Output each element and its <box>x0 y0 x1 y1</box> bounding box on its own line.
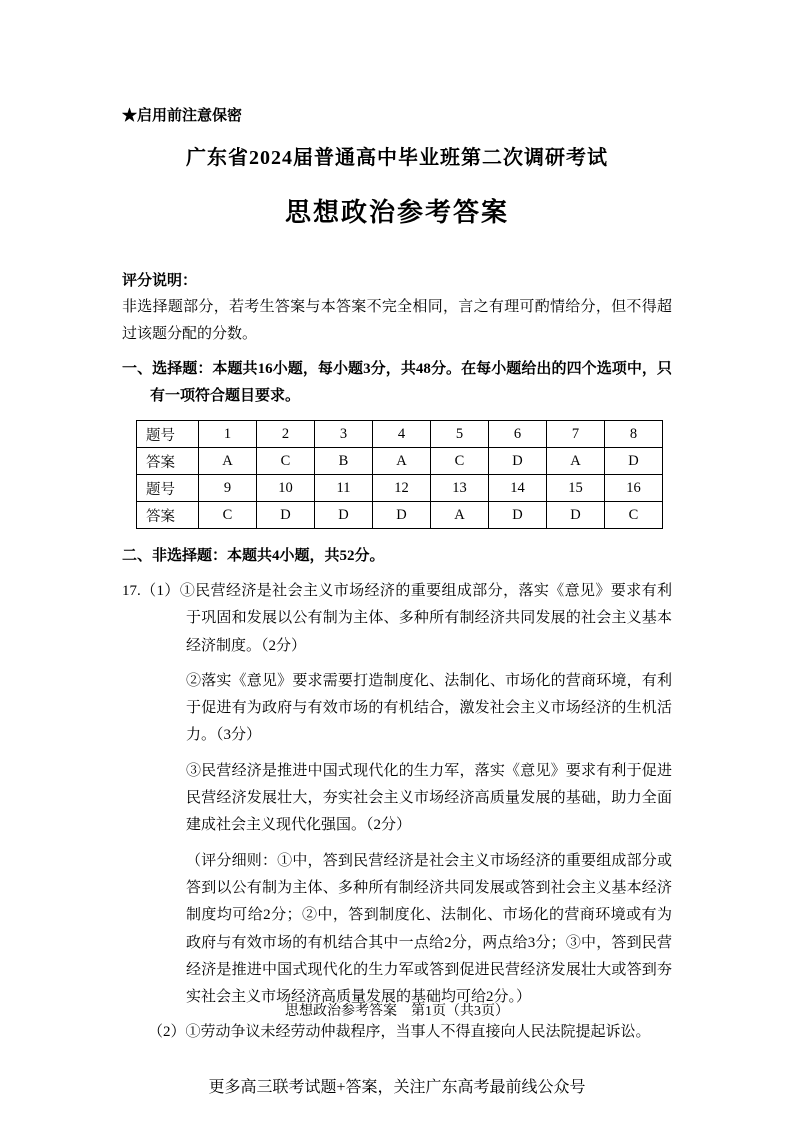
table-cell: A <box>431 502 489 529</box>
answer-key-title: 思想政治参考答案 <box>284 198 509 227</box>
table-cell: A <box>547 448 605 475</box>
question17-part2-point1: （2）①劳动争议未经劳动仲裁程序，当事人不得直接向人民法院提起诉讼。 <box>148 1024 651 1041</box>
section1-heading: 一、选择题：本题共16小题，每小题3分，共48分。在每小题给出的四个选项中，只有一项符合题目要求。 <box>122 361 672 404</box>
table-cell: C <box>431 448 489 475</box>
section2-heading: 二、非选择题：本题共4小题，共52分。 <box>122 548 385 564</box>
promo-line: 更多高三联考试题+答案，关注广东高考最前线公众号 <box>208 1079 586 1096</box>
question17-part1-point1: 17.（1）①民营经济是社会主义市场经济的重要组成部分，落实《意见》要求有利于巩固和发展以公有制为主体、多种所有制经济共同发展的社会主义基本经济制度。（2分） <box>122 583 672 654</box>
table-cell: 11 <box>315 475 373 502</box>
page-footer: 思想政治参考答案 第1页（共3页） <box>285 1004 509 1019</box>
table-cell: D <box>547 502 605 529</box>
table-cell: D <box>605 448 663 475</box>
table-cell: 6 <box>489 421 547 448</box>
table-row <box>137 502 663 529</box>
table-cell: 答案 <box>137 448 199 475</box>
table-cell: 题号 <box>137 475 199 502</box>
table-cell: 13 <box>431 475 489 502</box>
table-cell: D <box>315 502 373 529</box>
table-cell: 10 <box>257 475 315 502</box>
table-cell: C <box>257 448 315 475</box>
multiple-choice-answers-table <box>136 420 663 529</box>
table-cell: 4 <box>373 421 431 448</box>
table-cell: 1 <box>199 421 257 448</box>
table-cell: D <box>373 502 431 529</box>
question17-part1-rubric: （评分细则：①中，答到民营经济是社会主义市场经济的重要组成部分或答到以公有制为主体、多种所有制经济共同发展或答到社会主义基本经济制度均可给2分；②中，答到制度化、法制化、市场化的营商环境或有为政府与有效市场的有机结合其中一点给2分，两点给3分；③中，答到民营经济是推进中国式现代化的生力军或答到促进民营经济发展壮大或答到夯实社会主义市场经济高质量发展的基础均可给2分。） <box>186 852 672 1006</box>
table-cell: 5 <box>431 421 489 448</box>
table-cell: A <box>373 448 431 475</box>
table-cell: D <box>489 448 547 475</box>
table-row <box>137 448 663 475</box>
table-cell: D <box>489 502 547 529</box>
security-note: ★启用前注意保密 <box>122 108 243 124</box>
table-cell: 8 <box>605 421 663 448</box>
table-cell: D <box>257 502 315 529</box>
table-cell: 3 <box>315 421 373 448</box>
table-cell: C <box>605 502 663 529</box>
table-row <box>137 475 663 502</box>
table-cell: 9 <box>199 475 257 502</box>
table-cell: C <box>199 502 257 529</box>
table-cell: A <box>199 448 257 475</box>
question17-part1-point3: ③民营经济是推进中国式现代化的生力军，落实《意见》要求有利于促进民营经济发展壮大，夯实社会主义市场经济高质量发展的基础，助力全面建成社会主义现代化强国。（2分） <box>186 762 672 834</box>
table-cell: 2 <box>257 421 315 448</box>
table-cell: 7 <box>547 421 605 448</box>
scoring-note-heading: 评分说明： <box>122 273 198 289</box>
exam-title: 广东省2024届普通高中毕业班第二次调研考试 <box>186 147 608 169</box>
table-cell: 15 <box>547 475 605 502</box>
table-cell: 14 <box>489 475 547 502</box>
table-cell: 题号 <box>137 421 199 448</box>
table-row <box>137 421 663 448</box>
table-cell: 答案 <box>137 502 199 529</box>
table-cell: 12 <box>373 475 431 502</box>
table-cell: B <box>315 448 373 475</box>
question17-part1-point2: ②落实《意见》要求需要打造制度化、法制化、市场化的营商环境，有利于促进有为政府与有效市场的有机结合，激发社会主义市场经济的生机活力。（3分） <box>186 672 672 744</box>
table-cell: 16 <box>605 475 663 502</box>
scoring-note-body: 非选择题部分，若考生答案与本答案不完全相同，言之有理可酌情给分，但不得超过该题分配的分数。 <box>122 299 672 342</box>
